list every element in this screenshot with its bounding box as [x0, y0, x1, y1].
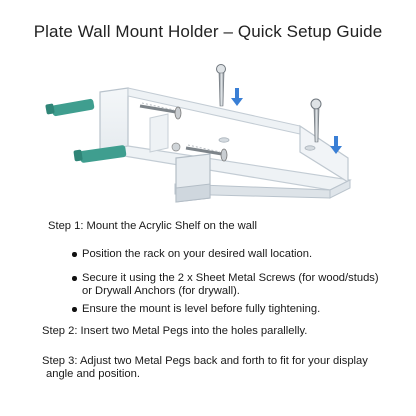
arrow-down-left-peg-icon	[231, 88, 243, 106]
step-1-bullet-2-continued: or Drywall Anchors (for drywall).	[82, 285, 240, 297]
drywall-anchor-top	[45, 98, 95, 116]
step-1-bullet-3: Ensure the mount is level before fully tightening.	[82, 303, 321, 315]
step-3-continuation: angle and position.	[46, 368, 140, 380]
step-1-heading: Step 1: Mount the Acrylic Shelf on the wall	[48, 220, 257, 232]
step-1-bullet-2: Secure it using the 2 x Sheet Metal Screws (for wood/studs)	[82, 272, 379, 284]
assembly-illustration	[0, 48, 416, 220]
step-1-bullet-1: Position the rack on your desired wall location.	[82, 248, 313, 260]
page-title: Plate Wall Mount Holder – Quick Setup Guide	[33, 22, 383, 41]
metal-peg-left	[217, 65, 226, 107]
step-3-heading: Step 3: Adjust two Metal Pegs back and forth to fit for your display	[42, 355, 368, 367]
step-2-heading: Step 2: Insert two Metal Pegs into the holes parallelly.	[42, 325, 308, 337]
